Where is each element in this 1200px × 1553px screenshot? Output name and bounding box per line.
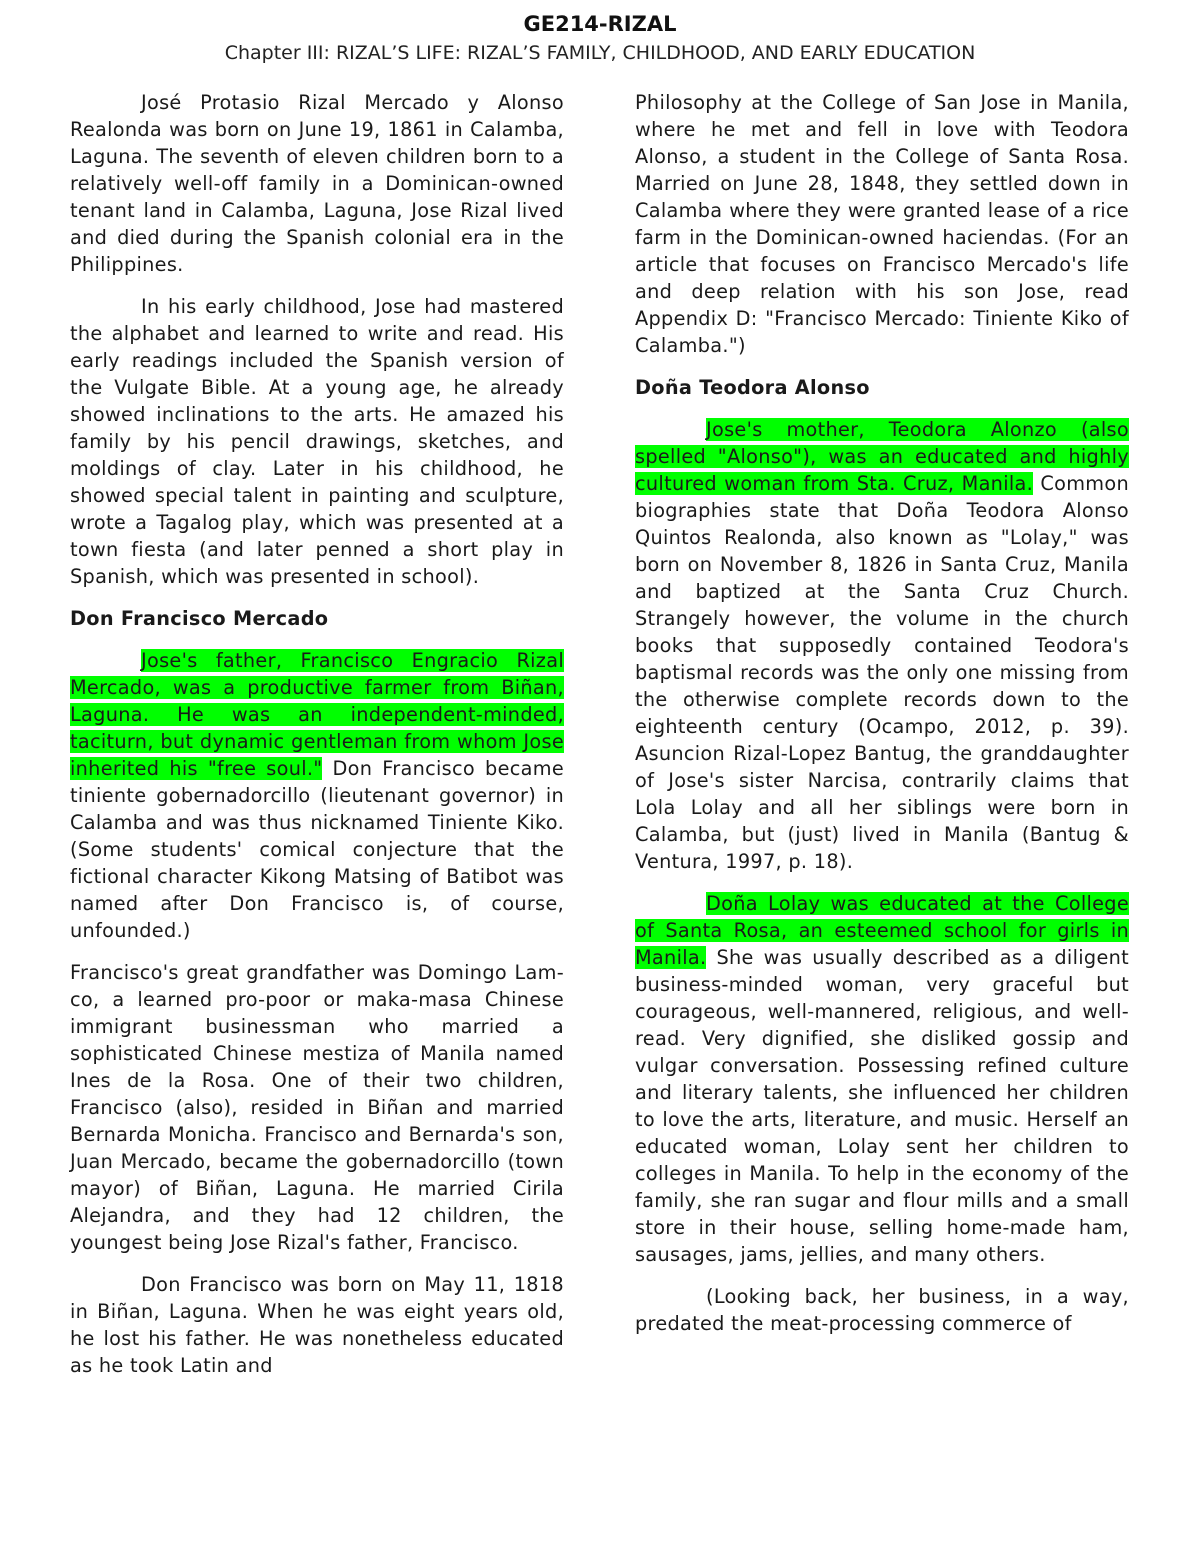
paragraph-text: Common biographies state that Doña Teodora Alonso Quintos Realonda, also known as "Lolay," was born on November 8, 1826 in Santa Cruz, Manila and baptized at the Santa Cruz Church. Strangely however, the volume in the church books that supposedly contained Teodora's baptismal records was the only one missing from the otherwise complete records down to the eighteenth century (Ocampo, 2012, p. 39). Asuncion Rizal-Lopez Bantug, the granddaughter of Jose's sister Narcisa, contrarily claims that Lola Lolay and all her siblings were born in Calamba, but (just) lived in Manila (Bantug & Ventura, 1997, p. 18). bbox=[635, 472, 1130, 873]
heading-dona-teodora: Doña Teodora Alonso bbox=[635, 376, 870, 399]
paragraph-text: Don Francisco became tiniente gobernadorcillo (lieutenant governor) in Calamba and was thus nicknamed Tiniente Kiko. (Some students' comical conjecture that the fictional character Kikong Matsing of Batibot was named after Don Francisco is, of course, unfounded.) bbox=[70, 757, 565, 942]
paragraph-mother bbox=[635, 416, 1129, 875]
paragraph-text: She was usually described as a diligent business-minded woman, very graceful but courageous, well-mannered, religious, and well-read. Very dignified, she disliked gossip and vulgar conversation. Possessing refined culture and literary talents, she influenced her children to love the arts, literature, and music. Herself an educated woman, Lolay sent her children to colleges in Manila. To help in the economy of the family, she ran sugar and flour mills and a small store in their house, selling home-made ham, sausages, jams, jellies, and many others. bbox=[635, 946, 1129, 1266]
right-column bbox=[635, 89, 1129, 1352]
paragraph-business: (Looking back, her business, in a way, predated the meat-processing commerce of bbox=[635, 1285, 1129, 1335]
highlighted-text: Jose's mother, Teodora Alonzo (also spelled "Alonso"), was an educated and highly cultured woman from Sta. Cruz, Manila. bbox=[635, 418, 1129, 495]
paragraph-lolay-education bbox=[635, 890, 1129, 1268]
chapter-title: Chapter III: RIZAL’S LIFE: RIZAL’S FAMILY, CHILDHOOD, AND EARLY EDUCATION bbox=[224, 42, 976, 64]
paragraph-francisco-education: Philosophy at the College of San Jose in Manila, where he met and fell in love with Teodora Alonso, a student in the College of Santa Rosa. Married on June 28, 1848, they settled down in Calamba where they were granted lease of a rice farm in the Dominican-owned haciendas. (For an article that focuses on Francisco Mercado's life and deep relation with his son Jose, read Appendix D: "Francisco Mercado: Tiniente Kiko of Calamba.") bbox=[635, 91, 1129, 357]
highlighted-text: Jose's father, Francisco Engracio Rizal Mercado, was a productive farmer from Biñan, Laguna. He was an independent-minded, taciturn, but dynamic gentleman from whom Jose inherited his "free soul." bbox=[70, 649, 564, 780]
paragraph-francisco-birth: Don Francisco was born on May 11, 1818 in Biñan, Laguna. When he was eight years old, he lost his father. He was nonetheless educated as he took Latin and bbox=[70, 1273, 564, 1377]
left-column bbox=[70, 89, 564, 1394]
highlighted-text: Doña Lolay was educated at the College of Santa Rosa, an esteemed school for girls in Manila. bbox=[635, 892, 1129, 969]
paragraph-ancestry: Francisco's great grandfather was Domingo Lam-co, a learned pro-poor or maka-masa Chinese immigrant businessman who married a sophisticated Chinese mestiza of Manila named Ines de la Rosa. One of their two children, Francisco (also), resided in Biñan and married Bernarda Monicha. Francisco and Bernarda's son, Juan Mercado, became the gobernadorcillo (town mayor) of Biñan, Laguna. He married Cirila Alejandra, and they had 12 children, the youngest being Jose Rizal's father, Francisco. bbox=[70, 961, 564, 1254]
paragraph-childhood: In his early childhood, Jose had mastered the alphabet and learned to write and read. His early readings included the Spanish version of the Vulgate Bible. At a young age, he already showed inclinations to the arts. He amazed his family by his pencil drawings, sketches, and moldings of clay. Later in his childhood, he showed special talent in painting and sculpture, wrote a Tagalog play, which was presented at a town fiesta (and later penned a short play in Spanish, which was presented in school). bbox=[70, 295, 564, 588]
paragraph-father bbox=[70, 647, 564, 944]
heading-don-francisco: Don Francisco Mercado bbox=[70, 607, 329, 630]
course-title: GE214-RIZAL bbox=[523, 12, 677, 36]
paragraph-birth: José Protasio Rizal Mercado y Alonso Realonda was born on June 19, 1861 in Calamba, Laguna. The seventh of eleven children born to a relatively well-off family in a Dominican-owned tenant land in Calamba, Laguna, Jose Rizal lived and died during the Spanish colonial era in the Philippines. bbox=[70, 91, 564, 276]
